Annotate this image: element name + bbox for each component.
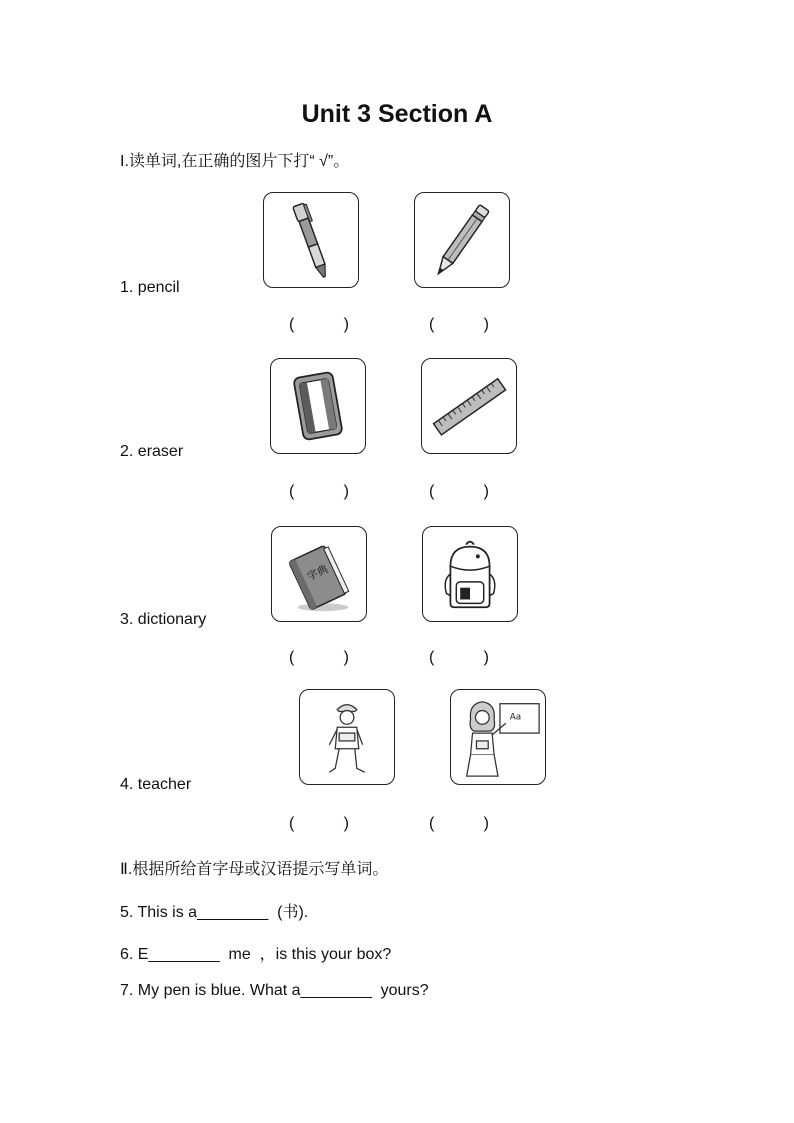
item-4-label: 4. teacher	[120, 776, 192, 793]
answer-bracket-3a[interactable]: ( )	[289, 649, 349, 666]
ruler-icon	[422, 359, 516, 453]
teacher-icon	[451, 690, 545, 784]
question-5: 5. This is a________ (书).	[120, 904, 309, 921]
item-2-label: 2. eraser	[120, 443, 184, 460]
question-6: 6. E________ me ，is this your box?	[120, 946, 392, 963]
board-text: Aa	[509, 712, 522, 723]
answer-bracket-1b[interactable]: ( )	[429, 316, 489, 333]
dictionary-icon	[272, 527, 366, 621]
part2-heading: Ⅱ.根据所给首字母或汉语提示写单词。	[120, 861, 389, 878]
question-7: 7. My pen is blue. What a________ yours?	[120, 982, 429, 999]
schoolbag-icon	[423, 527, 517, 621]
schoolbag-picture[interactable]	[422, 526, 518, 622]
item-1-label: 1. pencil	[120, 279, 180, 296]
answer-bracket-3b[interactable]: ( )	[429, 649, 489, 666]
answer-bracket-4b[interactable]: ( )	[429, 815, 489, 832]
student-picture[interactable]	[299, 689, 395, 785]
pencil-picture[interactable]	[414, 192, 510, 288]
answer-bracket-1a[interactable]: ( )	[289, 316, 349, 333]
pen-picture[interactable]	[263, 192, 359, 288]
answer-bracket-2b[interactable]: ( )	[429, 483, 489, 500]
dictionary-cover-text: 字典	[305, 562, 331, 584]
pencil-icon	[415, 193, 509, 287]
answer-bracket-4a[interactable]: ( )	[289, 815, 349, 832]
answer-bracket-2a[interactable]: ( )	[289, 483, 349, 500]
item-3-label: 3. dictionary	[120, 611, 207, 628]
pen-icon	[264, 193, 358, 287]
teacher-picture[interactable]	[450, 689, 546, 785]
page-title: Unit 3 Section A	[301, 100, 493, 128]
part1-heading: I.读单词,在正确的图片下打“ √”。	[120, 153, 350, 170]
student-icon	[300, 690, 394, 784]
ruler-picture[interactable]	[421, 358, 517, 454]
eraser-icon	[271, 359, 365, 453]
eraser-picture[interactable]	[270, 358, 366, 454]
dictionary-picture[interactable]	[271, 526, 367, 622]
